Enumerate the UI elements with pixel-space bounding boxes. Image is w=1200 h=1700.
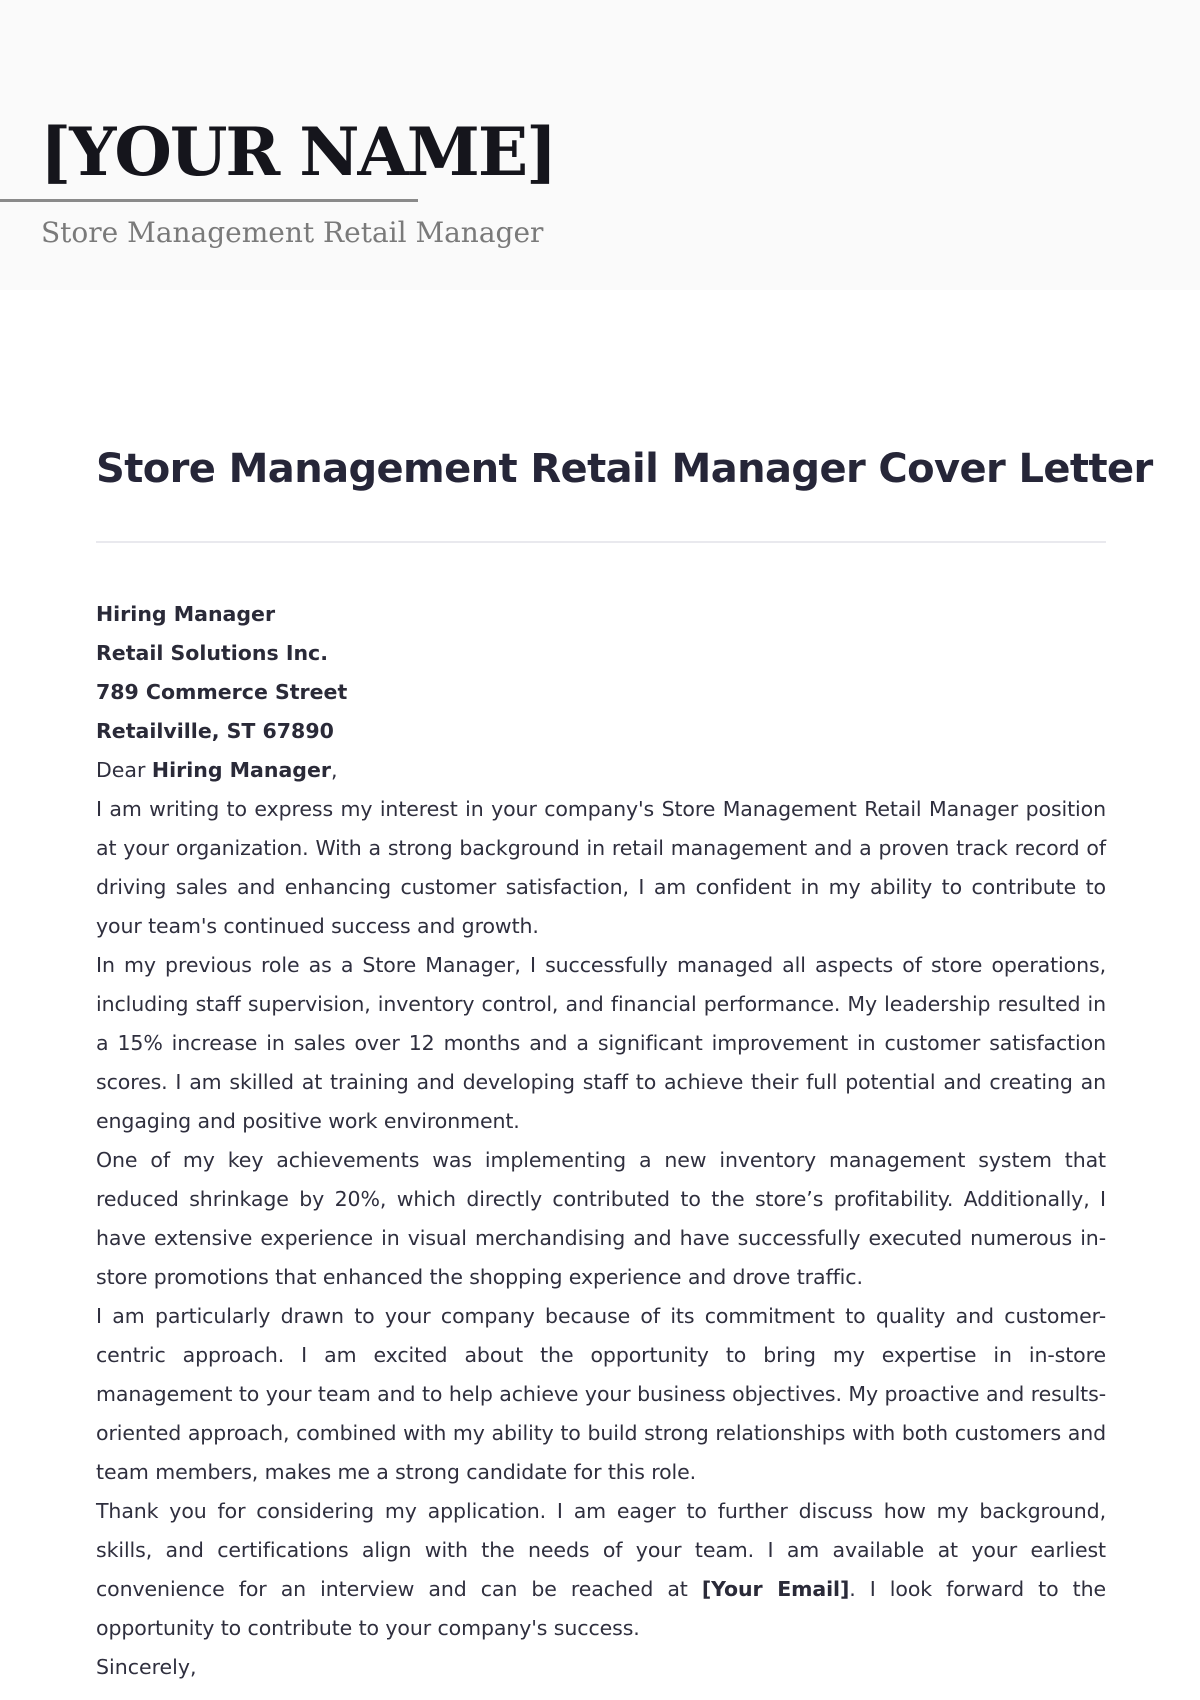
recipient-company: Retail Solutions Inc. <box>96 641 328 665</box>
salutation <box>96 751 1106 790</box>
title-divider <box>96 541 1106 543</box>
closing-text-after: . I look forward to the opportunity to contribute to your company's success. <box>96 1577 1106 1640</box>
paragraph-motivation: I am particularly drawn to your company because of its commitment to quality and customer-centric approach. I am excited about the opportunity to bring my expertise in in-store management to your team and to help achieve your business objectives. My proactive and results-oriented approach, combined with my ability to build strong relationships with both customers and team members, makes me a strong candidate for this role. <box>96 1304 1106 1484</box>
salutation-prefix: Dear <box>96 758 152 782</box>
name-divider <box>0 199 418 202</box>
paragraph-intro: I am writing to express my interest in your company's Store Management Retail Manager position at your organization. With a strong background in retail management and a proven track record of driving sales and enhancing customer satisfaction, I am confident in my ability to contribute to your team's continued success and growth. <box>96 797 1106 938</box>
letter-title: Store Management Retail Manager Cover Letter <box>96 446 1153 492</box>
salutation-name: Hiring Manager <box>151 758 331 782</box>
applicant-name: [YOUR NAME] <box>40 113 556 191</box>
recipient-name: Hiring Manager <box>96 602 276 626</box>
job-subtitle: Store Management Retail Manager <box>41 216 544 249</box>
header-band <box>0 0 1200 290</box>
sign-off: Sincerely, <box>96 1655 197 1679</box>
recipient-street: 789 Commerce Street <box>96 680 348 704</box>
paragraph-achievements: One of my key achievements was implementing a new inventory management system that reduced shrinkage by 20%, which directly contributed to the store’s profitability. Additionally, I have extensive experience in visual merchandising and have successfully executed numerous in-store promotions that enhanced the shopping experience and drove traffic. <box>96 1148 1106 1289</box>
paragraph-closing <box>96 1492 1106 1648</box>
recipient-city: Retailville, ST 67890 <box>96 719 334 743</box>
closing-text-before: Thank you for considering my application. I am eager to further discuss how my background, skills, and certifications align with the needs of your team. I am available at your earliest convenience for an interview and can be reached at <box>96 1499 1106 1601</box>
letter-body <box>96 595 1106 1687</box>
salutation-suffix: , <box>330 758 338 782</box>
paragraph-experience: In my previous role as a Store Manager, I successfully managed all aspects of store operations, including staff supervision, inventory control, and financial performance. My leadership resulted in a 15% increase in sales over 12 months and a significant improvement in customer satisfaction scores. I am skilled at training and developing staff to achieve their full potential and creating an engaging and positive work environment. <box>96 953 1106 1133</box>
email-placeholder: [Your Email] <box>701 1577 850 1601</box>
